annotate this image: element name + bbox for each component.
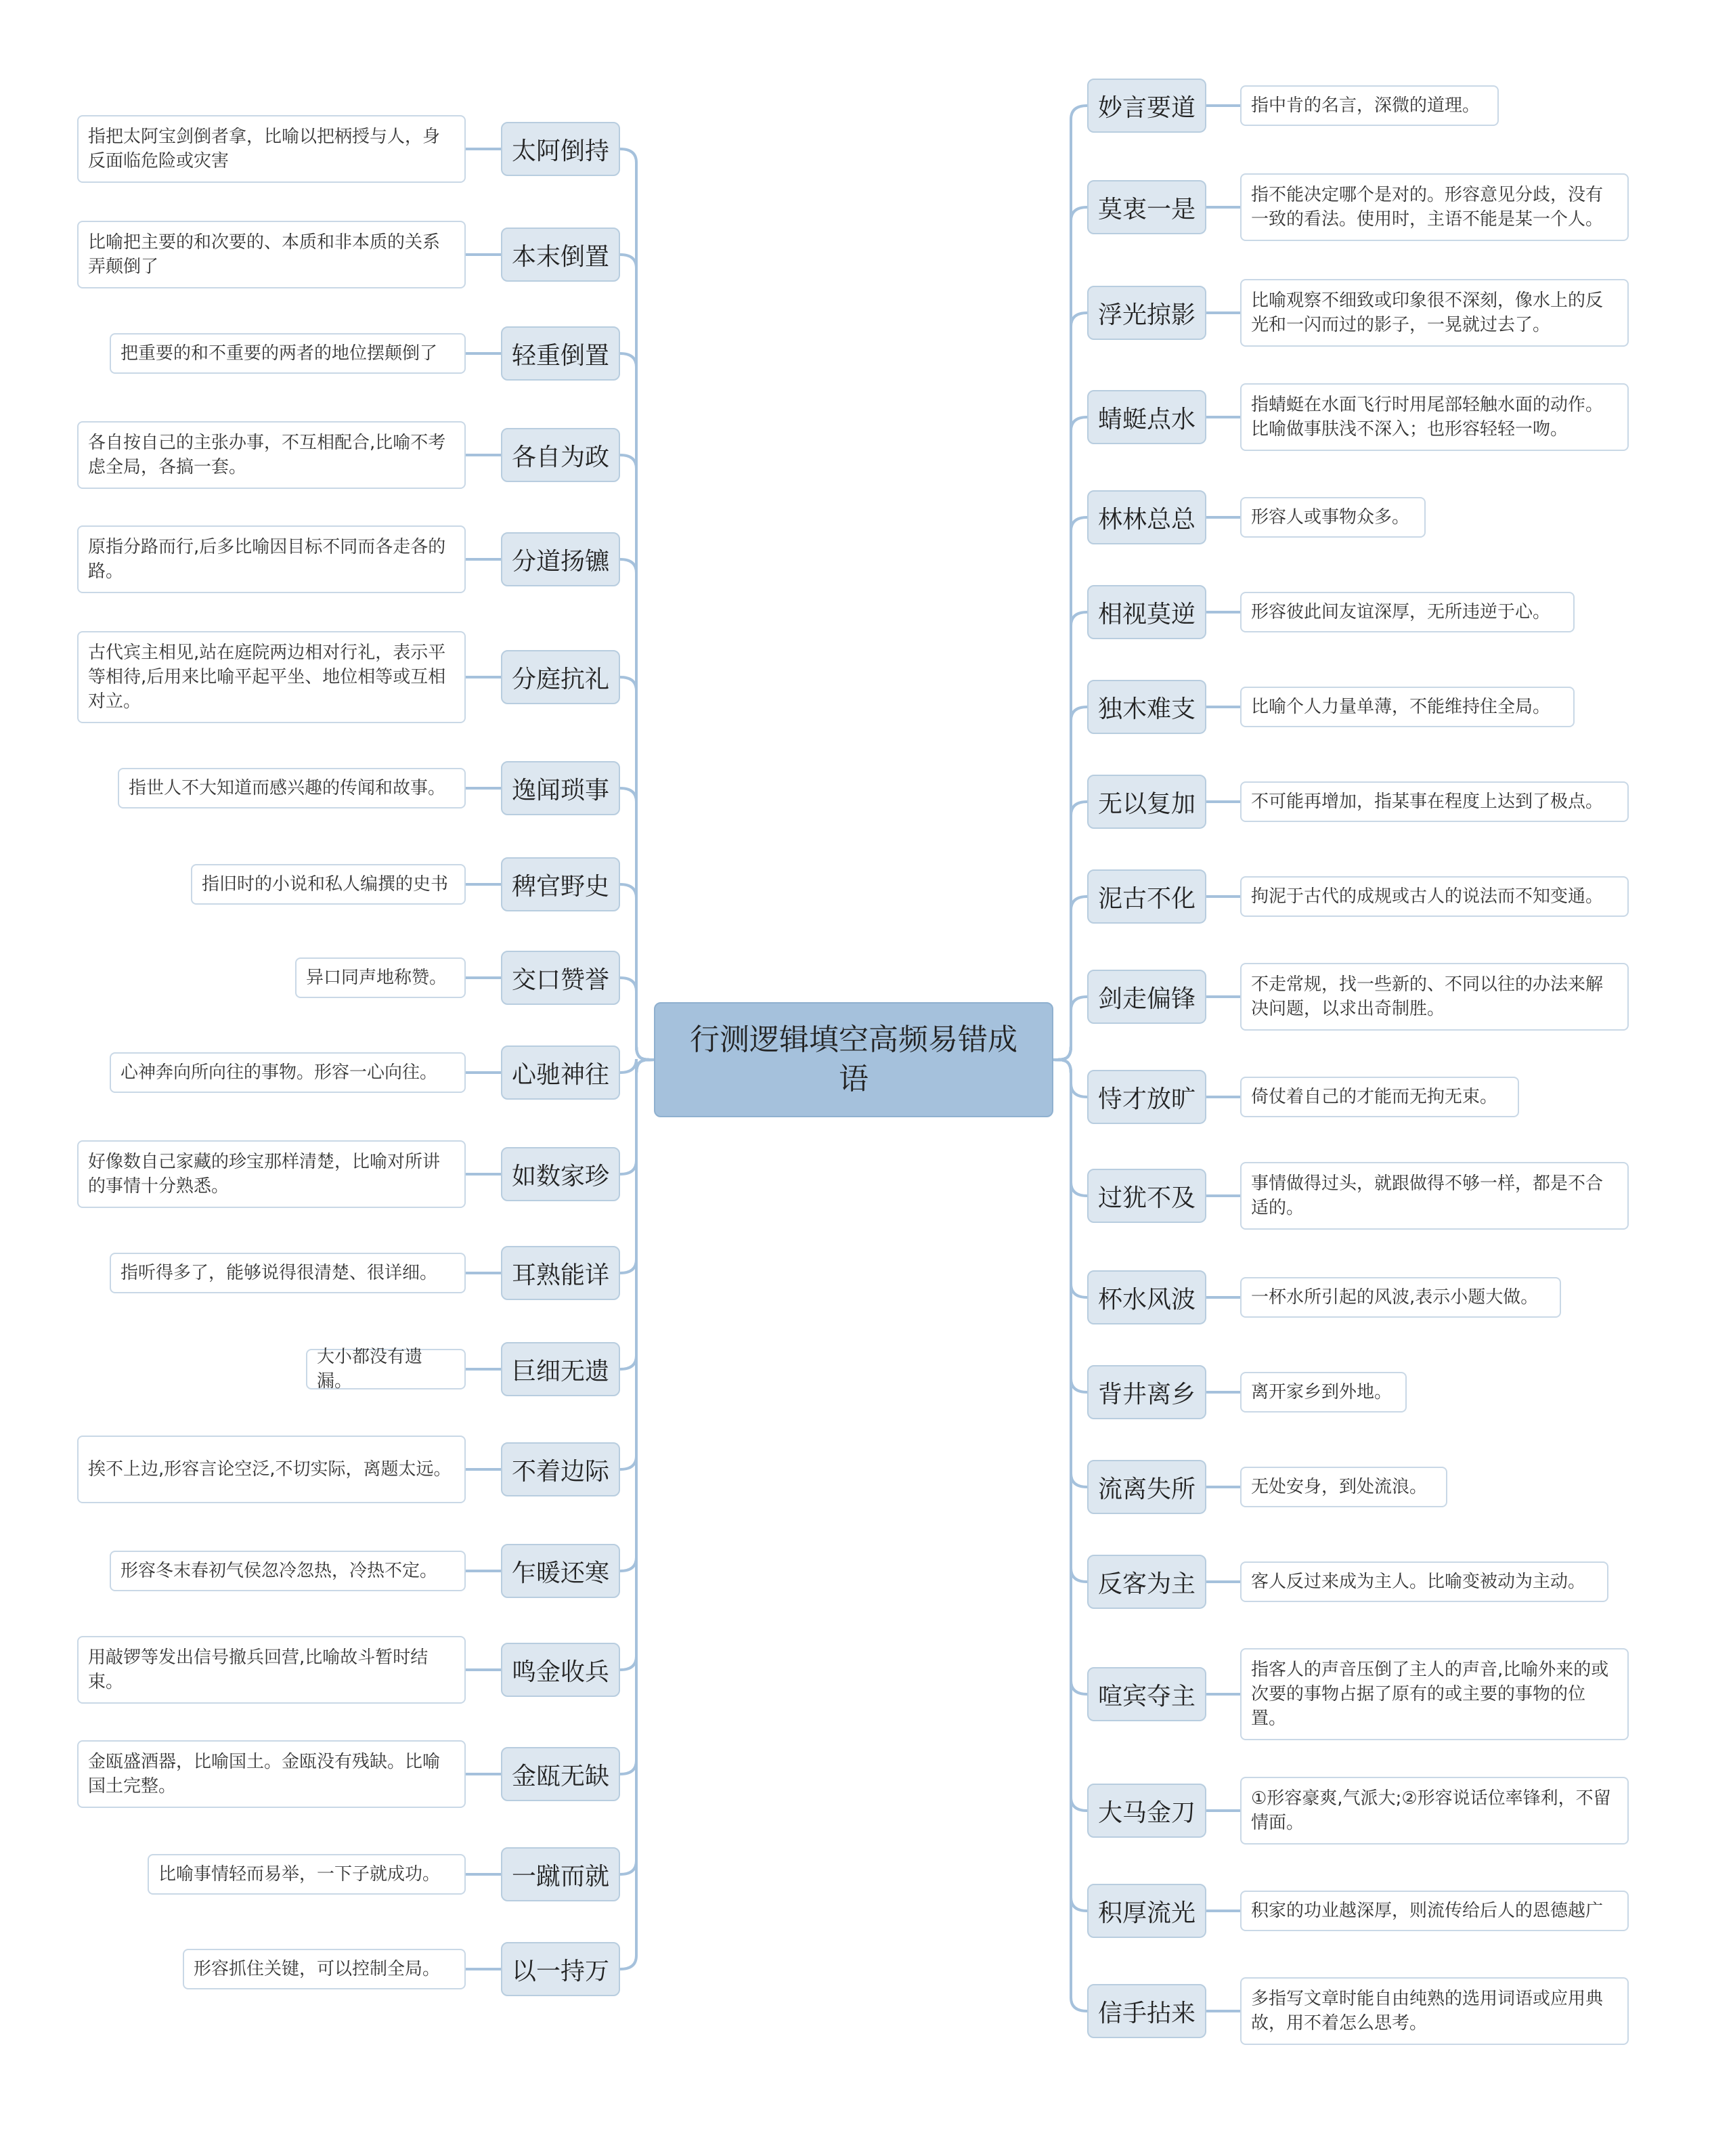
idiom-label: 巨细无遗 [511,1357,609,1385]
definition-text: 一杯水所引起的风波,表示小题大做。 [1251,1287,1539,1308]
definition-text: 原指分路而行,后多比喻因目标不同而各走各的路。 [88,537,446,582]
definition-note[interactable] [1240,85,1499,126]
idiom-node[interactable] [1087,1070,1206,1124]
idiom-node[interactable] [501,1147,620,1201]
idiom-node[interactable] [501,1045,620,1100]
idiom-label: 心驰神往 [511,1060,609,1089]
definition-note[interactable] [77,421,466,489]
idiom-node[interactable] [501,1442,620,1496]
idiom-node[interactable] [501,1847,620,1901]
idiom-label: 莫衷一是 [1097,195,1195,223]
idiom-node[interactable] [1087,390,1206,444]
definition-text: 无处安身，到处流浪。 [1251,1477,1428,1497]
definition-note[interactable] [1240,279,1629,347]
idiom-label: 过犹不及 [1097,1184,1195,1212]
idiom-label: 逸闻琐事 [511,776,609,804]
idiom-label: 各自为政 [511,443,609,471]
idiom-node[interactable] [1087,1365,1206,1419]
idiom-label: 金瓯无缺 [511,1762,609,1790]
definition-note[interactable] [1240,1648,1629,1740]
definition-text: 形容彼此间友谊深厚，无所违逆于心。 [1251,602,1551,622]
idiom-node[interactable] [501,1342,620,1396]
idiom-label: 不着边际 [511,1457,609,1486]
idiom-node[interactable] [501,1643,620,1697]
definition-note[interactable] [77,1436,466,1503]
definition-text: 拘泥于古代的成规或古人的说法而不知变通。 [1251,886,1604,907]
idiom-label: 乍暖还寒 [511,1559,609,1587]
branch-connector [620,1060,654,1969]
idiom-label: 稗官野史 [511,872,609,901]
definition-text: 客人反过来成为主人。比喻变被动为主动。 [1251,1572,1586,1592]
definition-text: 指世人不大知道而感兴趣的传闻和故事。 [129,778,446,798]
definition-text: 指蜻蜓在水面飞行时用尾部轻触水面的动作。比喻做事肤浅不深入；也形容轻轻一吻。 [1251,395,1604,439]
idiom-label: 一蹴而就 [511,1862,609,1891]
definition-text: 多指写文章时能自由纯熟的选用词语或应用典故，用不着怎么思考。 [1251,1989,1604,2033]
definition-note[interactable] [1240,383,1629,451]
definition-note[interactable] [1240,1777,1629,1845]
definition-text: 倚仗着自己的才能而无拘无束。 [1251,1087,1498,1107]
definition-text: 各自按自己的主张办事，不互相配合,比喻不考虑全局，各搞一套。 [88,433,446,477]
idiom-label: 喧宾夺主 [1097,1682,1195,1710]
idiom-label: 如数家珍 [511,1162,609,1190]
idiom-node[interactable] [501,1942,620,1996]
definition-text: 比喻个人力量单薄，不能维持住全局。 [1251,697,1551,717]
definition-text: 指不能决定哪个是对的。形容意见分歧，没有一致的看法。使用时，主语不能是某一个人。 [1251,185,1604,230]
idiom-node[interactable] [1087,1270,1206,1324]
branch-connector [1053,1060,1087,2011]
definition-note[interactable] [1240,1077,1519,1117]
definition-note[interactable] [1240,1467,1447,1507]
definition-text: 金瓯盛酒器，比喻国土。金瓯没有残缺。比喻国土完整。 [88,1752,441,1796]
idiom-label: 泥古不化 [1097,884,1195,913]
definition-text: 好像数自己家藏的珍宝那样清楚，比喻对所讲的事情十分熟悉。 [88,1152,441,1196]
idiom-node[interactable] [1087,585,1206,639]
definition-note[interactable] [110,1551,466,1591]
definition-note[interactable] [1240,1561,1608,1602]
definition-note[interactable] [191,864,466,905]
idiom-node[interactable] [501,532,620,586]
definition-text: 指旧时的小说和私人编撰的史书 [202,874,449,894]
idiom-label: 耳熟能详 [511,1261,609,1289]
idiom-node[interactable] [501,650,620,704]
definition-text: 用敲锣等发出信号撤兵回营,比喻故斗暂时结束。 [88,1647,429,1692]
idiom-node[interactable] [501,1246,620,1300]
idiom-label: 杯水风波 [1097,1285,1195,1314]
definition-text: 指听得多了，能够说得很清楚、很详细。 [120,1263,438,1283]
definition-text: 大小都没有遗漏。 [317,1347,423,1392]
idiom-label: 分道扬镳 [511,547,609,576]
idiom-label: 信手拈来 [1097,1999,1195,2027]
idiom-label: 独木难支 [1097,695,1195,723]
idiom-node[interactable] [1087,1169,1206,1223]
idiom-node[interactable] [1087,1555,1206,1609]
definition-text: 不走常规，找一些新的、不同以往的办法来解决问题，以求出奇制胜。 [1251,974,1604,1019]
root-topic[interactable] [654,1002,1053,1117]
definition-text: 比喻把主要的和次要的、本质和非本质的关系弄颠倒了 [88,232,441,277]
definition-note[interactable] [1240,1162,1629,1230]
branch-connector [1053,997,1087,1060]
definition-text: 形容冬末春初气侯忽冷忽热，冷热不定。 [120,1561,438,1581]
definition-text: 挨不上边,形容言论空泛,不切实际，离题太远。 [88,1459,452,1480]
definition-note[interactable] [110,333,466,374]
idiom-label: 本末倒置 [511,242,609,271]
definition-note[interactable] [77,115,466,183]
idiom-node[interactable] [1087,869,1206,924]
definition-note[interactable] [1240,173,1629,241]
idiom-label: 反客为主 [1097,1570,1195,1598]
idiom-node[interactable] [501,428,620,482]
definition-text: 古代宾主相见,站在庭院两边相对行礼，表示平等相待,后用来比喻平起平坐、地位相等或互相对立。 [88,643,446,712]
definition-note[interactable] [1240,497,1426,538]
branch-connector [620,978,654,1060]
idiom-node[interactable] [1087,79,1206,133]
root-title: 行测逻辑填空高频易错成语 [690,1022,1017,1096]
definition-note[interactable] [1240,876,1629,917]
definition-note[interactable] [183,1949,466,1989]
idiom-label: 分庭抗礼 [511,665,609,693]
definition-text: 离开家乡到外地。 [1251,1382,1392,1402]
definition-note[interactable] [110,1052,466,1093]
idiom-node[interactable] [501,761,620,815]
idiom-label: 太阿倒持 [511,137,609,165]
idiom-label: 恃才放旷 [1097,1085,1195,1113]
definition-text: 积家的功业越深厚，则流传给后人的恩德越广 [1251,1901,1604,1921]
idiom-node[interactable] [1087,970,1206,1024]
idiom-node[interactable] [1087,1884,1206,1938]
idiom-label: 交口赞誉 [511,966,609,994]
definition-text: 异口同声地称赞。 [306,968,447,988]
definition-note[interactable] [110,1253,466,1293]
idiom-node[interactable] [501,1544,620,1598]
idiom-label: 轻重倒置 [511,341,609,370]
definition-note[interactable] [1240,1277,1561,1318]
idiom-node[interactable] [501,951,620,1005]
definition-note[interactable] [148,1854,466,1895]
definition-text: 心神奔向所向往的事物。形容一心向往。 [120,1062,438,1083]
definition-note[interactable] [1240,592,1575,632]
definition-note[interactable] [1240,1891,1629,1931]
idiom-node[interactable] [1087,180,1206,234]
definition-note[interactable] [1240,781,1629,822]
idiom-label: 浮光掠影 [1097,301,1195,329]
idiom-node[interactable] [501,228,620,282]
definition-text: 不可能再增加，指某事在程度上达到了极点。 [1251,792,1604,812]
definition-text: 指中肯的名言，深微的道理。 [1251,95,1480,116]
idiom-node[interactable] [1087,680,1206,734]
definition-note[interactable] [306,1347,466,1392]
definition-note[interactable] [77,1636,466,1704]
definition-text: 比喻观察不细致或印象很不深刻，像水上的反光和一闪而过的影子，一晃就过去了。 [1251,290,1604,335]
idiom-node[interactable] [501,122,620,176]
definition-note[interactable] [77,525,466,593]
definition-note[interactable] [77,631,466,723]
idiom-label: 蜻蜓点水 [1097,405,1195,433]
definition-text: 指客人的声音压倒了主人的声音,比喻外来的或次要的事物占据了原有的或主要的事物的位置。 [1251,1660,1609,1729]
definition-note[interactable] [118,768,466,808]
idiom-label: 背井离乡 [1097,1380,1195,1408]
idiom-label: 流离失所 [1097,1475,1195,1503]
idiom-label: 相视莫逆 [1097,600,1195,628]
definition-text: 指把太阿宝剑倒者拿，比喻以把柄授与人，身反面临危险或灾害 [88,127,441,171]
definition-text: 事情做得过头，就跟做得不够一样，都是不合适的。 [1251,1173,1604,1218]
idiom-label: 以一持万 [511,1957,609,1985]
idiom-node[interactable] [1087,490,1206,544]
definition-text: 比喻事情轻而易举，一下子就成功。 [158,1864,441,1884]
idiom-node[interactable] [1087,1460,1206,1514]
idiom-node[interactable] [501,857,620,911]
idiom-label: 无以复加 [1097,790,1195,818]
definition-text: 形容人或事物众多。 [1251,507,1410,527]
idiom-node[interactable] [1087,775,1206,829]
idiom-label: 剑走偏锋 [1097,985,1195,1013]
definition-note[interactable] [1240,1977,1629,2045]
definition-note[interactable] [77,1140,466,1208]
definition-text: 把重要的和不重要的两者的地位摆颠倒了 [120,343,438,364]
definition-note[interactable] [1240,963,1629,1031]
definition-note[interactable] [1240,1372,1407,1413]
definition-note[interactable] [295,957,466,998]
idiom-node[interactable] [1087,1784,1206,1838]
idiom-node[interactable] [1087,286,1206,340]
idiom-label: 林林总总 [1097,505,1195,534]
definition-text: 形容抓住关键，可以控制全局。 [194,1959,441,1979]
idiom-label: 妙言要道 [1097,93,1195,122]
definition-note[interactable] [1240,687,1575,727]
idiom-node[interactable] [501,326,620,381]
definition-note[interactable] [77,221,466,288]
idiom-node[interactable] [1087,1667,1206,1721]
idiom-label: 积厚流光 [1097,1899,1195,1927]
definition-note[interactable] [77,1740,466,1808]
idiom-label: 大马金刀 [1097,1798,1195,1827]
idiom-node[interactable] [501,1747,620,1801]
idiom-node[interactable] [1087,1984,1206,2038]
idiom-label: 鸣金收兵 [511,1658,609,1686]
definition-text: ①形容豪爽,气派大;②形容说话位率锋利，不留情面。 [1251,1788,1611,1833]
